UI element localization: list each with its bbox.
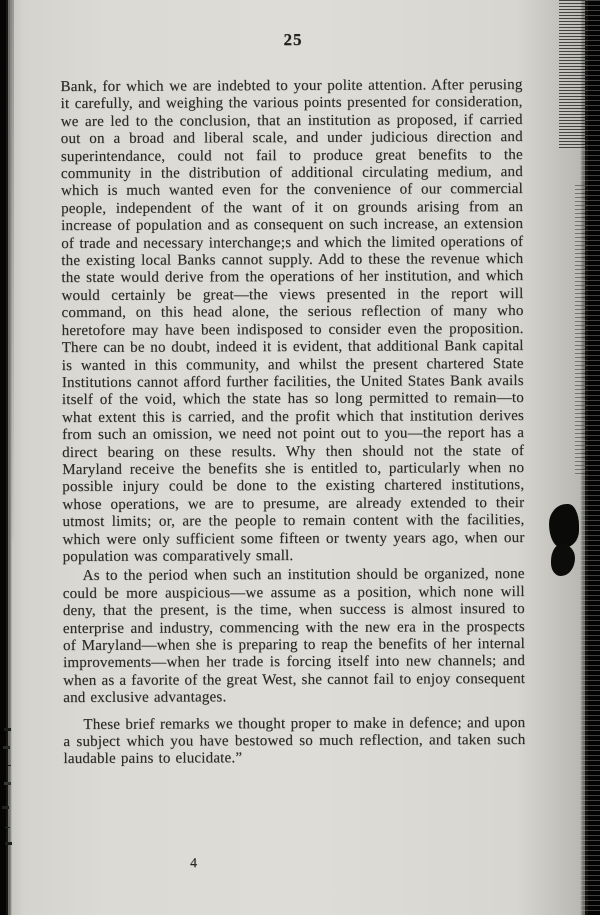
paragraph-closing-quote: These brief remarks we thought proper to make in defence; and upon a subject which you have bestowed so much reflection, and taken such laudable pains to elucidate.” <box>63 714 526 768</box>
signature-mark: 4 <box>190 856 197 871</box>
left-margin-artifacts <box>0 722 18 862</box>
page-text-block <box>60 77 525 769</box>
page-edge-stripes-right <box>575 185 585 475</box>
ink-blot-artifact <box>549 504 579 548</box>
scan-streak-left <box>11 0 14 540</box>
paragraph: As to the period when such an institution should be organized, none could be more auspicious—we assume as a position, which none will deny, that the present, is the time, when success is almost insured to enterprise and industry, commencing with the new era in the prospects of Maryland—when she is preparing to reap the benefits of her internal improvements—when her trade is forcing itself into new channels; and when as a favorite of the great West, she cannot fail to enjoy consequent and exclusive advantages. <box>62 566 526 707</box>
page-edge-stripes-top-right <box>559 0 585 150</box>
paragraph-continuation: Bank, for which we are indebted to your polite attention. After perusing it carefully, and weighing the various points presented for consideration, we are led to the conclusion, that an institution as proposed, if carried out on a broad and liberal scale, and under judicious direction and superintendance, could not fail to produce great benefits to the community in the distribution of additional circulating medium, and which is much wanted even for the convenience of our commercial people, independent of the want of it on grounds arising from an increase of population and as consequent on such increase, an extension of trade and necessary interchange;s and which the limited operations of the existing local Banks cannot supply. Add to these the revenue which the state would derive from the operations of her institution, and which would certainly be great—the views presented in the report will command, on this head alone, the serious reflection of many who heretofore may have been indisposed to consider even the proposition. There can be no doubt, indeed it is evident, that additional Bank capital is wanted in this community, and whilst the present chartered State Institutions cannot afford further facilities, the United States Bank avails itself of the void, which the state has so long permitted to remain—to what extent this is carried, and the profit which that institution derives from such an omission, we need not point out to you—the report has a direct bearing on these results. Why then should not the state of Maryland receive the benefits she is entitled to, particularly when no possible injury could be done to the existing chartered institutions, whose operations, we are to presume, are already extended to their utmost limits; or, are the people to remain content with the facilities, which were only sufficient some fifteen or twenty years ago, when our population was comparatively small. <box>60 76 525 565</box>
page-number: 25 <box>283 30 303 49</box>
